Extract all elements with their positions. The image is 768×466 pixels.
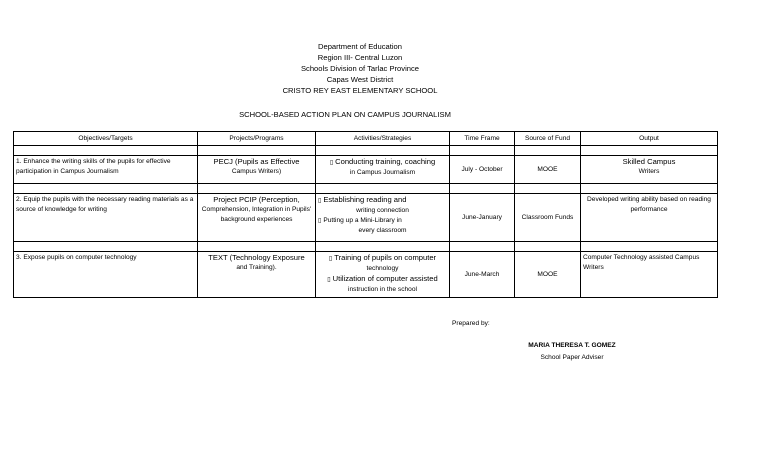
output-cell: Developed writing ability based on reading performance bbox=[581, 194, 718, 242]
header-district: Capas West District bbox=[326, 75, 394, 84]
spacer-row bbox=[14, 146, 718, 156]
time-frame-cell: June-March bbox=[450, 252, 515, 298]
bullet-icon: ▯ bbox=[328, 256, 333, 262]
column-header: Objectives/Targets bbox=[14, 132, 198, 146]
header-school: CRISTO REY EAST ELEMENTARY SCHOOL bbox=[282, 86, 438, 95]
table-header-row bbox=[14, 132, 718, 146]
output-cell: Computer Technology assisted Campus Writers bbox=[581, 252, 718, 298]
signature-block bbox=[517, 340, 627, 364]
header-division: Schools Division of Tarlac Province bbox=[300, 64, 420, 73]
fund-cell: MOOE bbox=[515, 156, 581, 184]
table-row bbox=[14, 252, 718, 298]
bullet-icon: ▯ bbox=[329, 160, 334, 166]
fund-cell: MOOE bbox=[515, 252, 581, 298]
table-row bbox=[14, 156, 718, 184]
activity-cell: ▯ Training of pupils on computer technology ▯ Utilization of computer assisted instruction in the school bbox=[316, 252, 450, 298]
activity-cell: ▯ Establishing reading and writing connection ▯ Putting up a Mini-Library in every classroom bbox=[316, 194, 450, 242]
document-header bbox=[0, 41, 720, 96]
time-frame-cell: June-January bbox=[450, 194, 515, 242]
column-header: Activities/Strategies bbox=[316, 132, 450, 146]
activity-cell: ▯ Conducting training, coaching in Campus Journalism bbox=[316, 156, 450, 184]
prepared-by-label: Prepared by: bbox=[452, 320, 490, 327]
signatory-position: School Paper Adviser bbox=[540, 354, 604, 361]
project-cell: TEXT (Technology Exposure and Training). bbox=[198, 252, 316, 298]
objective-cell: 1. Enhance the writing skills of the pupils for effective participation in Campus Journalism bbox=[14, 156, 198, 184]
fund-cell: Classroom Funds bbox=[515, 194, 581, 242]
column-header: Time Frame bbox=[450, 132, 515, 146]
action-plan-table bbox=[13, 131, 718, 298]
bullet-icon: ▯ bbox=[327, 277, 331, 283]
column-header: Output bbox=[581, 132, 718, 146]
header-region: Region III- Central Luzon bbox=[317, 53, 403, 62]
spacer-row bbox=[14, 242, 718, 252]
signatory-name: MARIA THERESA T. GOMEZ bbox=[528, 342, 616, 349]
document-title: SCHOOL-BASED ACTION PLAN ON CAMPUS JOURNALISM bbox=[239, 110, 451, 119]
project-cell: Project PCIP (Perception, Comprehension, Integration in Pupils' background experiences bbox=[198, 194, 316, 242]
column-header: Source of Fund bbox=[515, 132, 581, 146]
objective-cell: 2. Equip the pupils with the necessary reading materials as a source of knowledge for writing bbox=[14, 194, 198, 242]
column-header: Projects/Programs bbox=[198, 132, 316, 146]
bullet-icon: ▯ bbox=[318, 218, 322, 224]
project-cell: PECJ (Pupils as Effective Campus Writers) bbox=[198, 156, 316, 184]
objective-cell: 3. Expose pupils on computer technology bbox=[14, 252, 198, 298]
output-cell: Skilled Campus Writers bbox=[581, 156, 718, 184]
header-department: Department of Education bbox=[317, 42, 402, 51]
table-row bbox=[14, 194, 718, 242]
bullet-icon: ▯ bbox=[318, 198, 322, 204]
spacer-row bbox=[14, 184, 718, 194]
time-frame-cell: July - October bbox=[450, 156, 515, 184]
